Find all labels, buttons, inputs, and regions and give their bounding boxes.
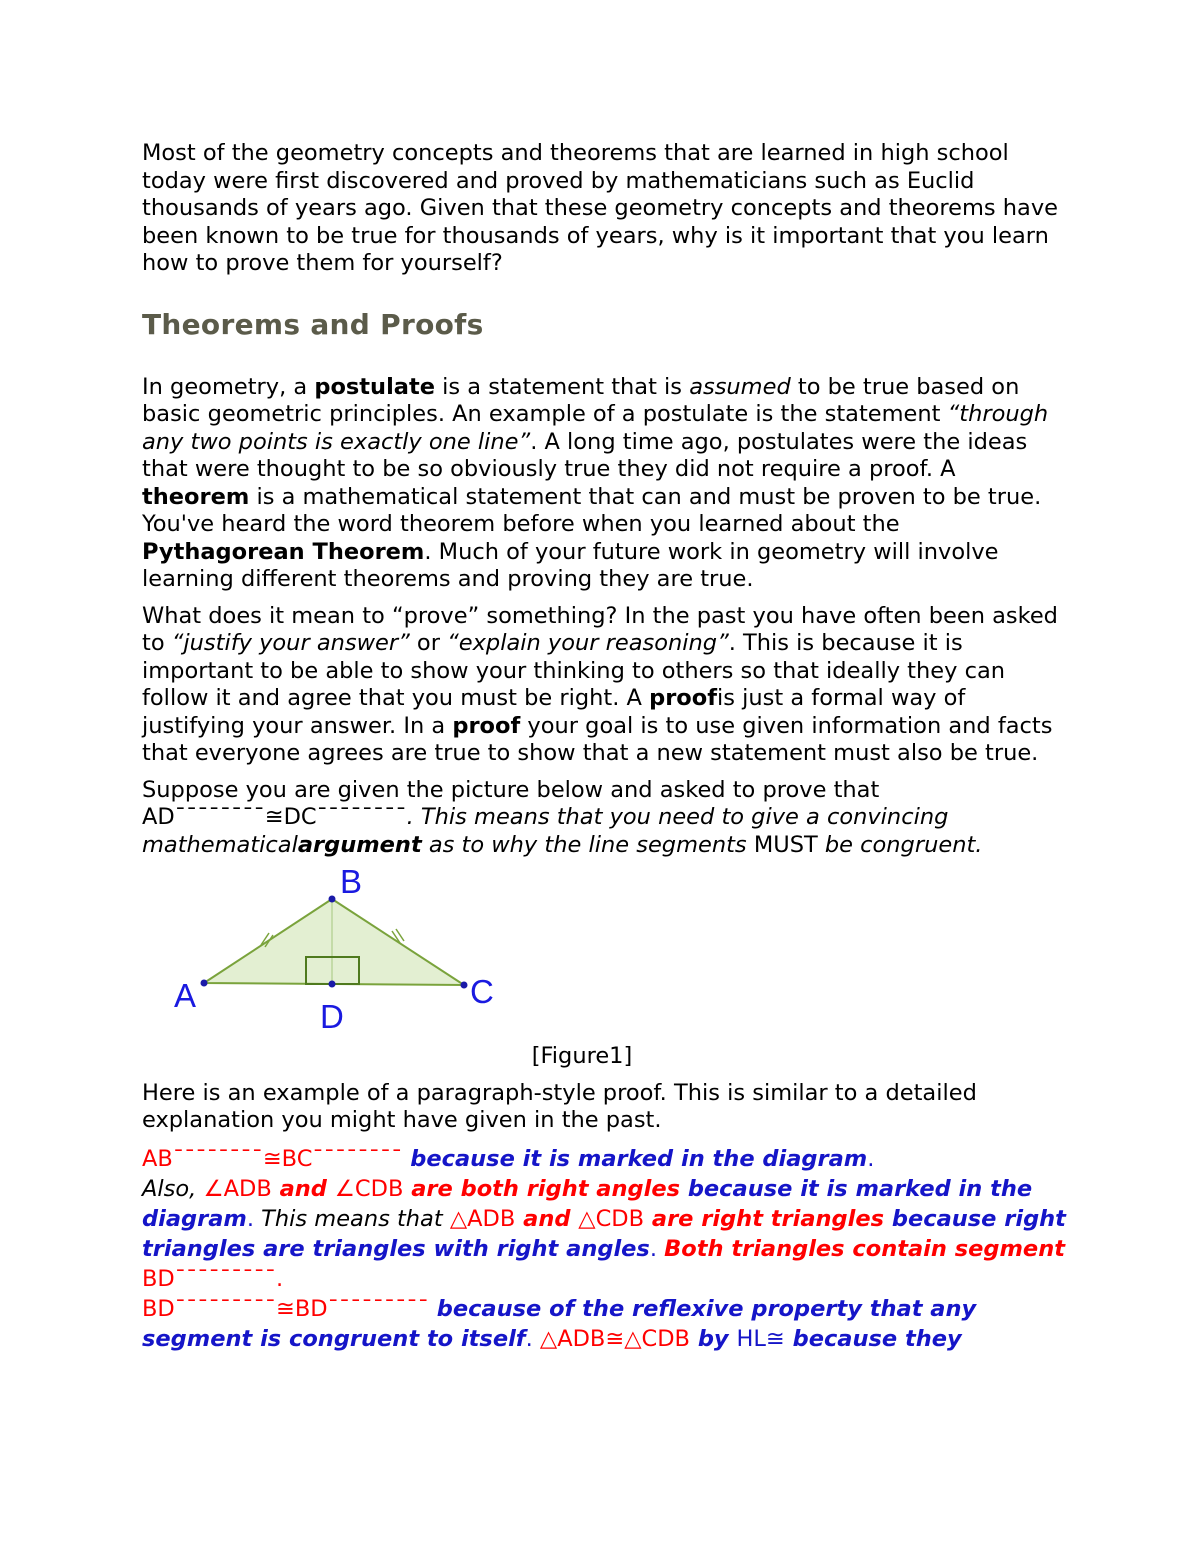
triangle-figure <box>142 863 1067 1043</box>
proof-line-2 <box>142 1174 1067 1294</box>
text-run: is a mathematical statement that can and must be proven to be true. You've heard the word theorem before when you learned about the <box>142 483 1042 537</box>
document-page <box>142 140 1067 1354</box>
proof-reason: because it is marked in the diagram <box>402 1145 868 1172</box>
text-run: by <box>689 1325 737 1352</box>
label-d: D <box>320 998 344 1035</box>
math-congruence: AD¯¯¯¯¯¯¯¯≅DC¯¯¯¯¯¯¯¯ <box>142 804 407 830</box>
math-triangle-cdb: △CDB <box>578 1205 645 1232</box>
term-proof: proof <box>649 685 718 711</box>
text-run: . <box>276 1265 284 1292</box>
math-bd-congruent-bd: BD¯¯¯¯¯¯¯¯¯≅BD¯¯¯¯¯¯¯¯¯ <box>142 1295 429 1322</box>
point-d <box>329 981 336 988</box>
emphasis-assumed: assumed <box>689 373 791 400</box>
text-run: . <box>867 1145 875 1172</box>
text-run: . <box>649 1235 665 1262</box>
term-argument: argument <box>297 831 422 858</box>
paragraph-proof <box>142 1144 1067 1354</box>
text-run: or <box>409 630 448 656</box>
text-run: What does it mean to “prove” something? In the past you have often been asked to <box>142 602 1058 656</box>
suppose-paragraph <box>142 777 1067 860</box>
term-theorem: theorem <box>142 483 250 510</box>
proof-statement: are both right angles <box>403 1175 680 1202</box>
point-b <box>329 896 336 903</box>
label-a: A <box>174 977 197 1014</box>
quote-justify: “justify your answer” <box>171 630 410 656</box>
triangle-diagram <box>142 863 562 1043</box>
text-run: MUST <box>753 831 818 858</box>
label-b: B <box>340 863 363 900</box>
triangle-abc <box>204 899 464 985</box>
proof-reason: because right triangles are triangles with right angles <box>142 1205 1066 1262</box>
math-angle-adb: ∠ADB <box>203 1175 272 1202</box>
intro-paragraph: Most of the geometry concepts and theorems that are learned in high school today were first discovered and proved by mathematicians such as Euclid thousands of years ago. Given that these geometry concepts and theorems have been known to be true for thousands of years, why is it important that you learn how to prove them for yourself? <box>142 140 1058 276</box>
prove-paragraph <box>142 603 1067 768</box>
math-triangle-adb: △ADB <box>449 1205 516 1232</box>
math-triangles-congruent: △ADB≅△CDB <box>539 1325 690 1352</box>
postulate-quote: “through any two points is exactly one line” <box>142 401 1049 455</box>
figure-caption: [Figure1] <box>531 1043 633 1069</box>
math-segment-bd: BD¯¯¯¯¯¯¯¯¯ <box>142 1265 277 1292</box>
text-run: and <box>271 1175 335 1202</box>
section-heading: Theorems and Proofs <box>142 307 484 341</box>
example-intro-paragraph: Here is an example of a paragraph-style proof. This is similar to a detailed explanation you might have given in the past. <box>142 1079 977 1133</box>
term-pythagorean-theorem: Pythagorean Theorem <box>142 538 425 565</box>
text-run: as to why the line segments <box>421 831 754 858</box>
term-postulate: postulate <box>314 373 435 400</box>
text-run: be congruent. <box>817 831 983 858</box>
text-run: . <box>525 1325 540 1352</box>
text-run: and <box>515 1205 579 1232</box>
text-run: . This means that you need to give a convincing mathematical <box>142 804 949 858</box>
text-run: Suppose you are given the picture below and asked to prove that <box>142 776 880 803</box>
proof-line-1 <box>142 1144 1067 1174</box>
quote-explain: “explain your reasoning” <box>447 630 729 656</box>
text-run: . Much of your future work in geometry will involve learning different theorems and proving they are true. <box>142 538 999 592</box>
proof-reason: because of the reflexive property that any segment is congruent to itself <box>142 1295 977 1352</box>
text-run: In geometry, a <box>142 373 315 400</box>
proof-statement: Both triangles contain segment <box>664 1235 1065 1262</box>
math-hl: HL≅ <box>736 1325 785 1352</box>
text-run: to be true based on basic geometric principles. An example of a postulate is the statement <box>142 373 1020 427</box>
math-angle-cdb: ∠CDB <box>334 1175 404 1202</box>
proof-statement: are right triangles <box>644 1205 885 1232</box>
text-run: . <box>246 1205 262 1232</box>
text-run: is just a formal way of justifying your answer. In a <box>142 685 966 739</box>
postulate-paragraph <box>142 374 1067 594</box>
text-run: . A long time ago, postulates were the ideas that were thought to be so obviously true they did not require a proof. A <box>142 428 1028 482</box>
proof-reason: because they <box>784 1325 962 1352</box>
text-run: This means that <box>261 1205 450 1232</box>
math-ab-congruent-bc: AB¯¯¯¯¯¯¯¯≅BC¯¯¯¯¯¯¯¯ <box>142 1145 403 1172</box>
label-c: C <box>470 973 494 1010</box>
text-run: . This is because it is important to be able to show your thinking to others so that ideally they can follow it and agree that you must be right. A <box>142 630 1005 711</box>
text-run: Also, <box>142 1175 204 1202</box>
proof-line-3 <box>142 1294 1067 1354</box>
text-run: your goal is to use given information and facts that everyone agrees are true to show that a new statement must also be true. <box>142 712 1053 766</box>
text-run: is a statement that is <box>435 373 690 400</box>
proof-reason: because it is marked in the diagram <box>142 1175 1033 1232</box>
point-a <box>201 980 208 987</box>
point-c <box>461 982 468 989</box>
term-proof: proof <box>452 712 521 739</box>
